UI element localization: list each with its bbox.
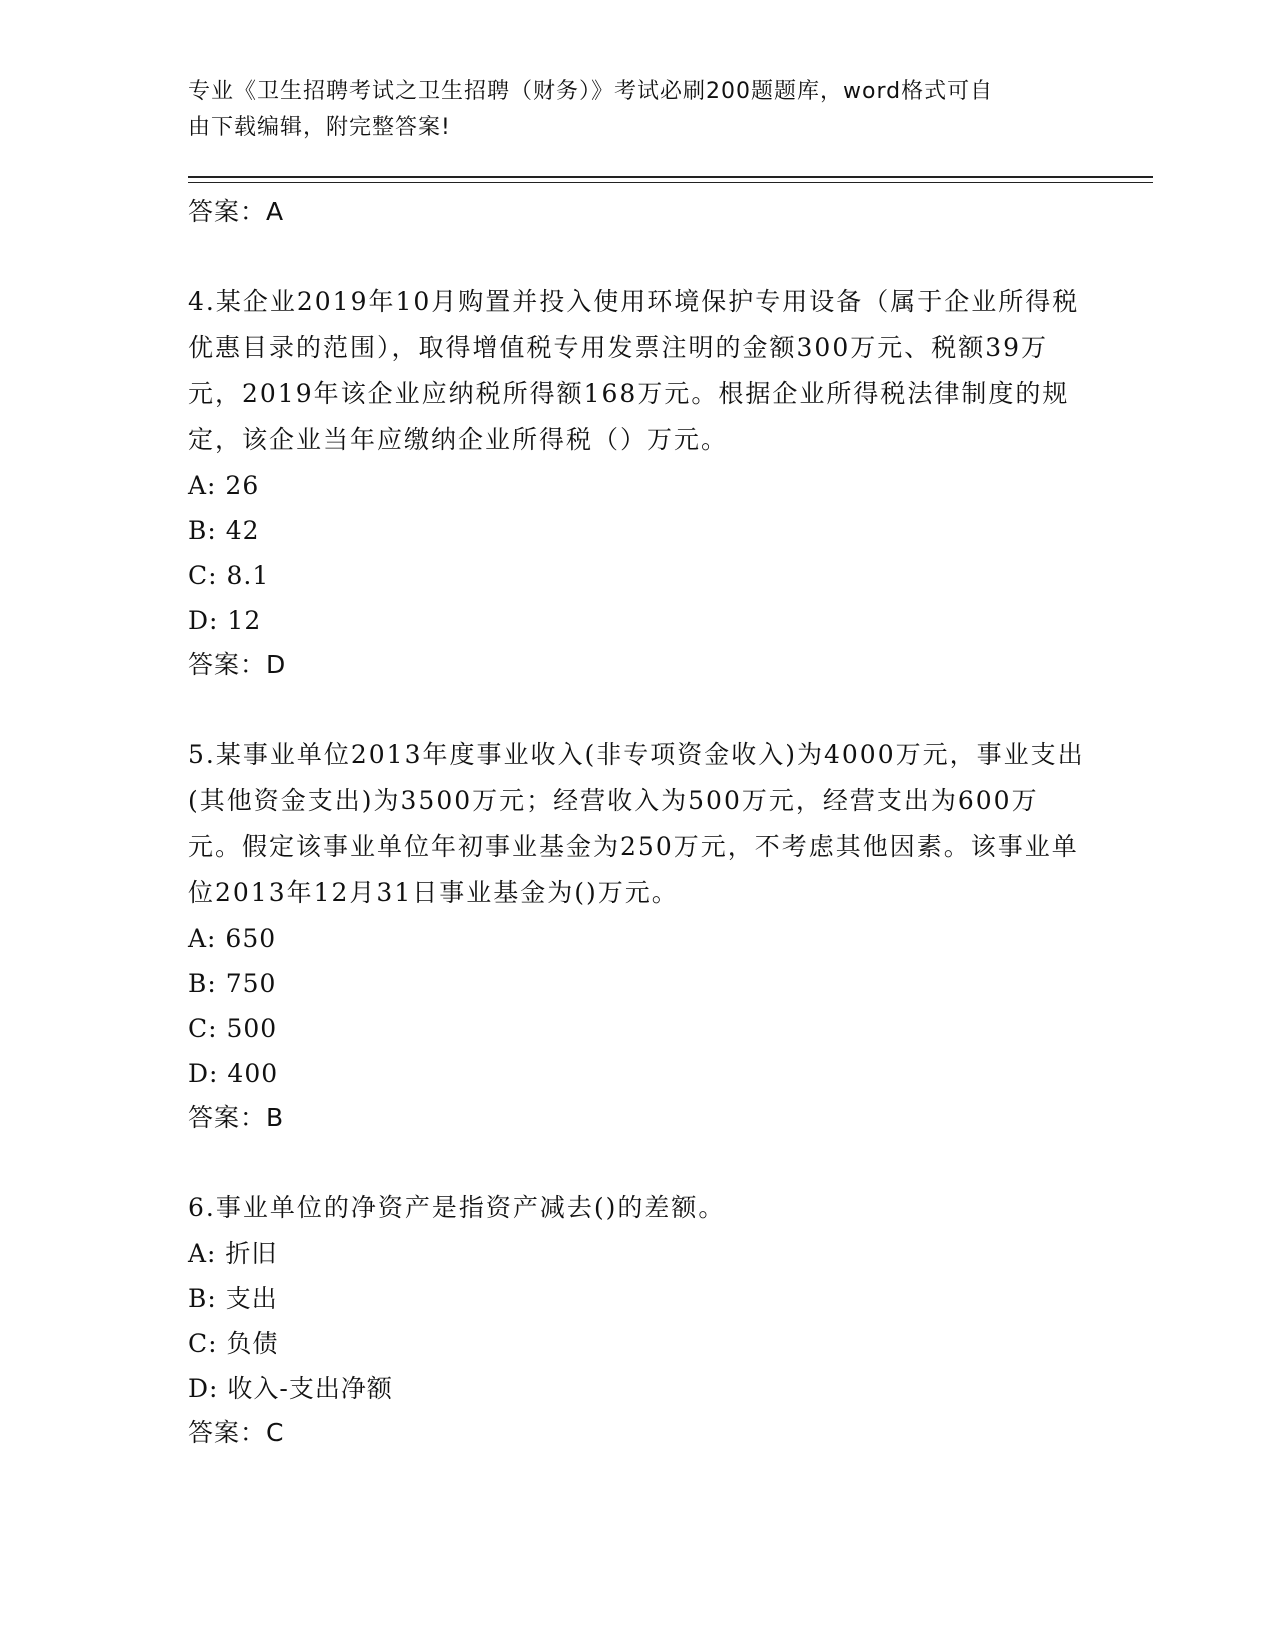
question-text: 6.事业单位的净资产是指资产减去()的差额。 <box>188 1193 726 1222</box>
header-line-2: 由下载编辑，附完整答案! <box>188 115 451 140</box>
answer-label: 答案：B <box>188 1103 285 1132</box>
answer-label: 答案：C <box>188 1418 285 1447</box>
option-b: B: 支出 <box>188 1284 278 1313</box>
option-d: D: 12 <box>188 606 262 635</box>
question-text: 4.某企业2019年10月购置并投入使用环境保护专用设备（属于企业所得税优惠目录的范围），取得增值税专用发票注明的金额300万元、税额39万元，2019年该企业应纳税所得额168万元。根据企业所得税法律制度的规定，该企业当年应缴纳企业所得税（）万元。 <box>188 287 1080 454</box>
answer-label: 答案：D <box>188 650 287 679</box>
page-header <box>188 74 1068 146</box>
option-d: D: 收入-支出净额 <box>188 1374 393 1403</box>
option-a: A: 折旧 <box>188 1239 278 1268</box>
header-line-1: 专业《卫生招聘考试之卫生招聘（财务）》考试必刷200题题库，word格式可自 <box>188 79 994 104</box>
option-a: A: 650 <box>188 924 277 953</box>
header-divider-thin <box>188 182 1153 183</box>
spacer <box>188 687 1088 732</box>
header-divider-thick <box>188 176 1153 178</box>
question-block <box>188 1185 1088 1455</box>
answer-label: 答案：A <box>188 197 285 226</box>
question-block <box>188 279 1088 687</box>
option-b: B: 42 <box>188 516 260 545</box>
option-c: C: 负债 <box>188 1329 279 1358</box>
spacer <box>188 1140 1088 1185</box>
option-a: A: 26 <box>188 471 260 500</box>
spacer <box>188 234 1088 279</box>
question-block <box>188 732 1088 1140</box>
option-b: B: 750 <box>188 969 277 998</box>
question-list <box>188 190 1088 1455</box>
option-d: D: 400 <box>188 1059 279 1088</box>
option-c: C: 8.1 <box>188 561 270 590</box>
question-text: 5.某事业单位2013年度事业收入(非专项资金收入)为4000万元，事业支出(其他资金支出)为3500万元；经营收入为500万元，经营支出为600万元。假定该事业单位年初事业基金为250万元，不考虑其他因素。该事业单位2013年12月31日事业基金为()万元。 <box>188 740 1085 907</box>
option-c: C: 500 <box>188 1014 278 1043</box>
